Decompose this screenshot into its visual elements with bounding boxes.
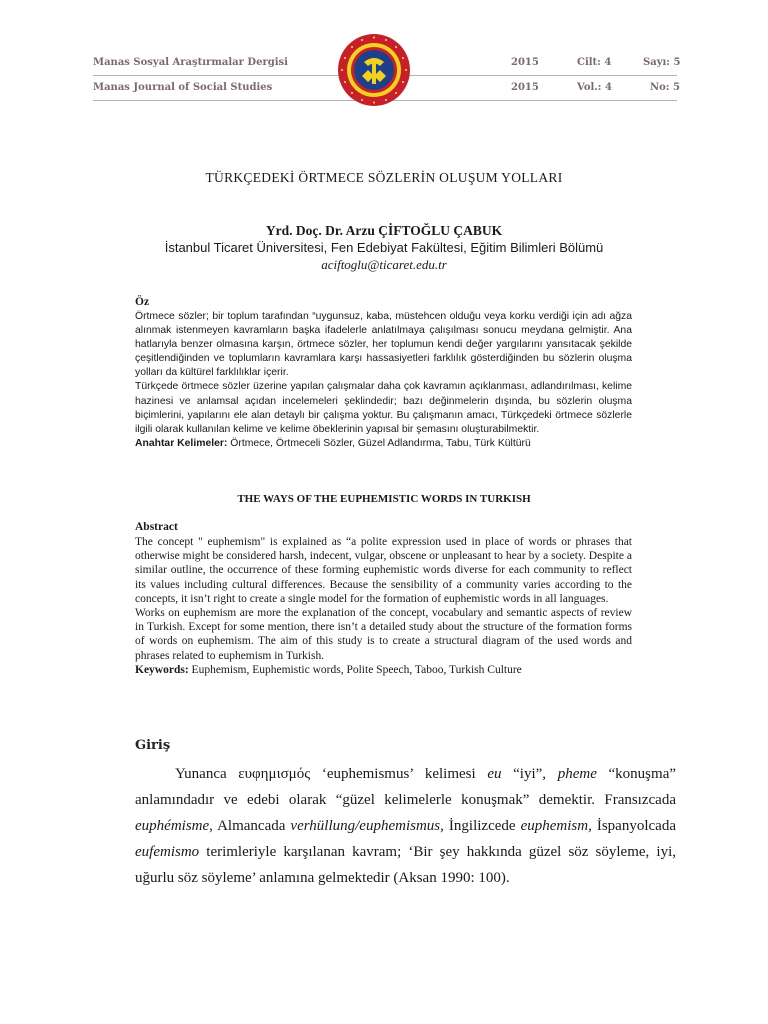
intro-text-2: “iyi”, xyxy=(501,766,558,782)
university-seal-logo xyxy=(336,32,412,108)
author-affiliation: İstanbul Ticaret Üniversitesi, Fen Edebiyat Fakültesi, Eğitim Bilimleri Bölümü xyxy=(164,240,604,255)
abstract-paragraph-1: The concept " euphemism" is explained as “a polite expression used in place of words or phrases that otherwise might be considered harsh, indecent, vulgar, obscene or unpleasant to hear by a society. Despite a similar outline, the occurrence of these forming euphemistic words diverse for each community to reflect its values including cultural differences. Because the sensibility of a community varies according to the concepts, it isn’t right to create a single model for the formation of euphemistic words in all languages. xyxy=(135,536,632,605)
journal-name-tr: Manas Sosyal Araştırmalar Dergisi xyxy=(93,57,288,68)
journal-name-en: Manas Journal of Social Studies xyxy=(93,82,273,93)
intro-text-1: Yunanca ευφημισμός ‘euphemismus’ kelimesi xyxy=(175,766,488,782)
intro-text-5: , İngilizcede xyxy=(440,818,521,834)
term-french: euphémisme xyxy=(135,818,210,834)
abstract-keywords xyxy=(135,663,632,677)
oz-paragraph-2: Türkçede örtmece sözler üzerine yapılan çalışmalar daha çok kavramın açıklanması, adlandırılması, kelime hazinesi ve anlamsal açıdan incelemeleri şeklindedir; bazı değinmelerin dışında, bu sözlerin oluşma biçimlerini, yapılarını ele alan detaylı bir çalışma yoktur. Bu çalışmanın amacı, Türkçedeki örtmece sözlerle ilgili olarak kullanılan kelime ve kelime öbeklerinin yapısal bir şemasını oluşturabilmektir. xyxy=(135,381,632,435)
volume-en: Vol.: 4 xyxy=(577,82,612,93)
term-eu: eu xyxy=(487,766,502,782)
abstract-keywords-text: Euphemism, Euphemistic words, Polite Speech, Taboo, Turkish Culture xyxy=(188,663,522,676)
intro-paragraph xyxy=(135,761,676,891)
term-pheme: pheme xyxy=(557,766,597,782)
article-title-en: THE WAYS OF THE EUPHEMISTIC WORDS IN TURKISH xyxy=(237,493,531,505)
author-name: Yrd. Doç. Dr. Arzu ÇİFTOĞLU ÇABUK xyxy=(265,223,503,238)
issue-en: No: 5 xyxy=(650,82,680,93)
year-tr: 2015 xyxy=(511,57,539,68)
term-spanish: eufemismo xyxy=(135,844,200,860)
term-english: euphemism, xyxy=(520,818,592,834)
oz-keywords-text: Örtmece, Örtmeceli Sözler, Güzel Adlandırma, Tabu, Türk Kültürü xyxy=(227,437,531,449)
abstract-block xyxy=(135,535,632,677)
abstract-keywords-label: Keywords: xyxy=(135,663,189,676)
volume-tr: Cilt: 4 xyxy=(577,57,612,68)
intro-text-6: İspanyolcada xyxy=(591,818,676,834)
oz-block xyxy=(135,310,632,451)
term-german: verhüllung/euphemismus xyxy=(290,818,441,834)
oz-keywords xyxy=(135,437,632,451)
oz-paragraph-1: Örtmece sözler; bir toplum tarafından “uygunsuz, kaba, müstehcen olduğu veya korku verdiği için adı ağza alınmak istenmeyen kavramların başka ifadelerle anlatılmaya çalışılması sonucu meydana gelmiştir. Ana hatlarıyla benzer olmasına karşın, örtmece sözler, her toplumun kendi değer yargılarını yansıtacak şekilde çeşitlendiğinden ve toplumların kavramlara karşı hassasiyetleri farklılık gösterdiğinden bu sözlerin oluşma yolları da kültürel farklılıklar içerir. xyxy=(135,311,632,379)
oz-keywords-label: Anahtar Kelimeler: xyxy=(135,437,228,449)
intro-heading: Giriş xyxy=(135,738,171,753)
oz-heading: Öz xyxy=(135,296,150,308)
article-title-tr: TÜRKÇEDEKİ ÖRTMECE SÖZLERİN OLUŞUM YOLLARI xyxy=(205,170,563,185)
intro-text-4: , Almancada xyxy=(209,818,291,834)
intro-text-7: terimleriyle karşılanan kavram; ‘Bir şey hakkında güzel söz söyleme, iyi, uğurlu söz söyleme’ anlamına gelmektedir (Aksan 1990: 100). xyxy=(135,844,676,886)
issue-tr: Sayı: 5 xyxy=(643,57,681,68)
abstract-paragraph-2: Works on euphemism are more the explanation of the concept, vocabulary and semantic aspects of review in Turkish. Except for some mention, there isn’t a detailed study about the structure of the formation forms of words on euphemism. The aim of this study is to create a structural diagram of the used words and phrases related to euphemism in Turkish. xyxy=(135,607,632,662)
abstract-heading: Abstract xyxy=(135,521,178,533)
year-en: 2015 xyxy=(511,82,539,93)
author-email: aciftoglu@ticaret.edu.tr xyxy=(321,257,447,272)
intro-body xyxy=(135,761,676,891)
intro-text-3: “konuşma” anlamındadır ve edebi olarak “güzel kelimelerle konuşmak” demektir. Fransızcada xyxy=(135,766,677,808)
